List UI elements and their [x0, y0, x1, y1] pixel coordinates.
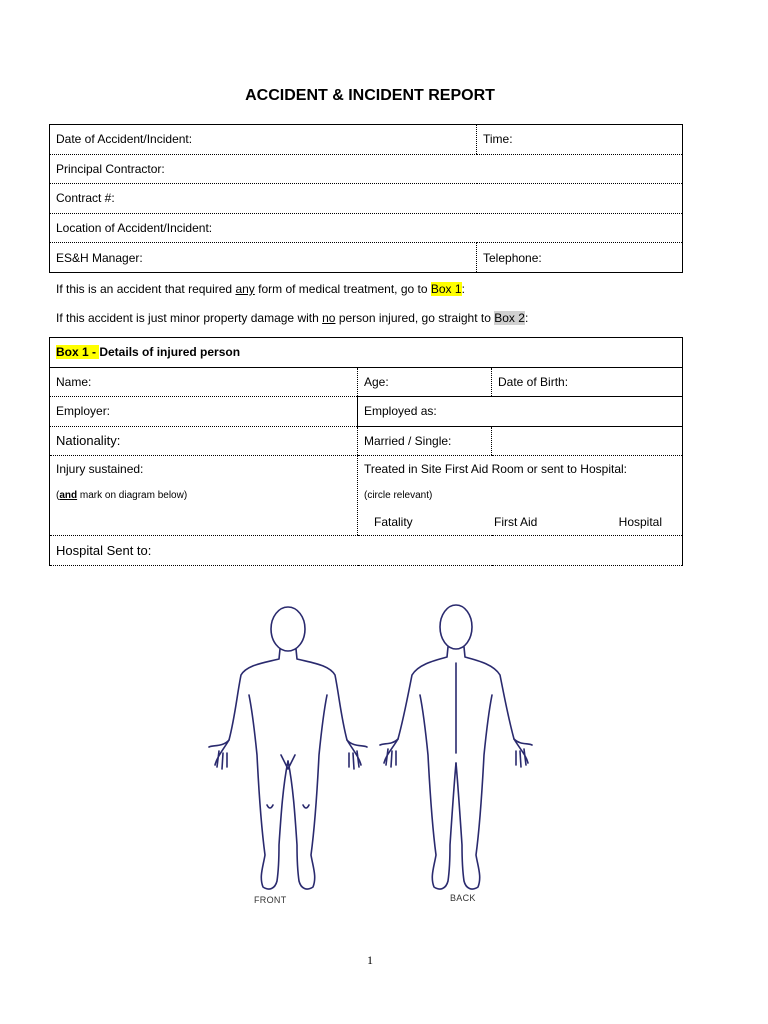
front-label: FRONT [254, 895, 287, 905]
esh-manager-field[interactable]: ES&H Manager: [56, 250, 143, 265]
treatment-options [364, 515, 676, 529]
location-field[interactable]: Location of Accident/Incident: [50, 213, 683, 243]
box1-injured-person-table [49, 337, 683, 566]
body-diagram-back[interactable] [376, 603, 541, 893]
instruction-line-2: If this accident is just minor property damage with no person injured, go straight to Box 2: [56, 311, 529, 325]
age-field[interactable]: Age: [358, 367, 492, 397]
time-field[interactable]: Time: [477, 125, 683, 155]
option-hospital[interactable]: Hospital [618, 515, 663, 529]
general-details-table [49, 124, 683, 273]
injury-sustained-field[interactable]: Injury sustained: (and mark on diagram below) [50, 456, 358, 536]
instruction-line-1: If this is an accident that required any form of medical treatment, go to Box 1: [56, 282, 465, 296]
page-title: ACCIDENT & INCIDENT REPORT [245, 87, 495, 104]
injury-note: (and mark on diagram below) [56, 490, 188, 501]
marital-status-value[interactable] [492, 426, 683, 456]
page-number: 1 [367, 953, 373, 967]
nationality-field[interactable]: Nationality: [50, 426, 358, 456]
date-field[interactable]: Date of Accident/Incident: [50, 125, 477, 155]
employer-field[interactable]: Employer: [50, 397, 358, 427]
marital-status-field[interactable]: Married / Single: [358, 426, 492, 456]
employed-as-field[interactable]: Employed as: [358, 397, 683, 427]
option-first-aid[interactable]: First Aid [494, 515, 538, 529]
principal-contractor-field[interactable]: Principal Contractor: [50, 154, 683, 184]
contract-number-field[interactable]: Contract #: [50, 184, 683, 214]
name-field[interactable]: Name: [50, 367, 358, 397]
option-fatality[interactable]: Fatality [374, 515, 413, 529]
treatment-field: Treated in Site First Aid Room or sent to Hospital: (circle relevant) Fatality First Aid Hospital [358, 456, 683, 536]
telephone-field[interactable]: Telephone: [477, 243, 683, 273]
box1-reference: Box 1 [430, 282, 462, 296]
box1-heading: Box 1 - Details of injured person [50, 338, 683, 368]
hospital-sent-field[interactable]: Hospital Sent to: [50, 536, 683, 566]
box1-tag: Box 1 - [56, 345, 100, 360]
body-diagram-front[interactable] [205, 605, 375, 895]
dob-field[interactable]: Date of Birth: [492, 367, 683, 397]
back-label: BACK [450, 893, 476, 903]
box2-reference: Box 2 [494, 311, 525, 325]
circle-note: (circle relevant) [364, 490, 433, 501]
